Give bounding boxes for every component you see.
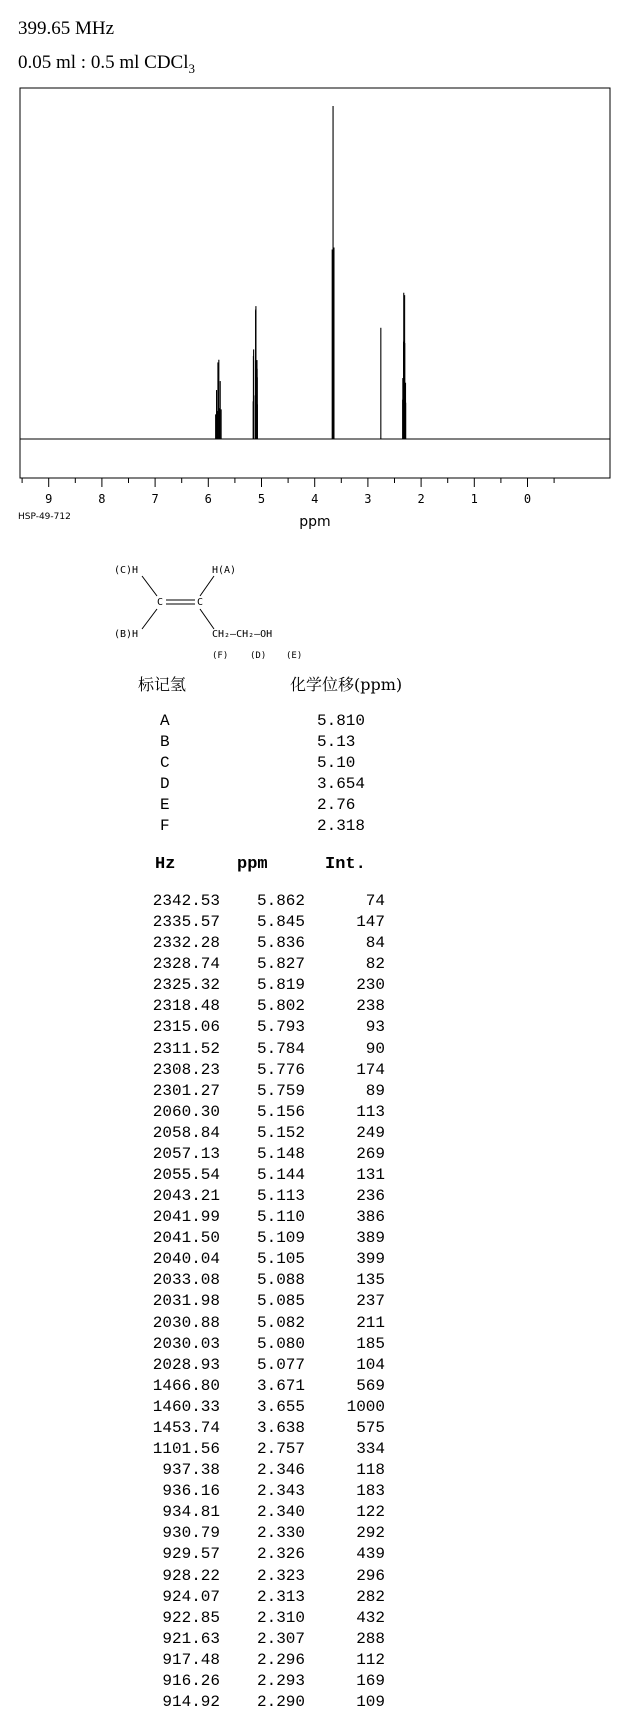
peak-ppm: 2.296	[256, 1650, 305, 1669]
peak-row	[120, 1356, 400, 1377]
peak-ppm: 5.080	[256, 1334, 305, 1353]
peak-ppm: 5.109	[256, 1229, 305, 1248]
peak-hz: 2332.28	[152, 934, 220, 953]
peak-ppm: 5.156	[256, 1102, 305, 1121]
peak-row	[120, 955, 400, 976]
label-d: (D)	[250, 651, 267, 661]
x-tick-label: 7	[151, 492, 159, 506]
peak-hz: 2057.13	[152, 1144, 220, 1163]
peak-int: 112	[356, 1650, 385, 1669]
peak-ppm: 5.082	[256, 1313, 305, 1332]
peak-hz: 2040.04	[152, 1250, 220, 1269]
peak-hz: 2060.30	[152, 1102, 220, 1121]
peak-ppm: 3.638	[256, 1418, 305, 1437]
peak-int: 147	[356, 913, 385, 932]
peak-row	[120, 1314, 400, 1335]
peak-ppm: 5.144	[256, 1166, 305, 1185]
peak-int: 174	[356, 1060, 385, 1079]
peak-int: 386	[356, 1208, 385, 1227]
peak-hz: 921.63	[162, 1629, 220, 1648]
peak-hz: 2033.08	[152, 1271, 220, 1290]
peak-int: 292	[356, 1524, 385, 1543]
peak-row	[120, 1292, 400, 1313]
peak-int: 104	[356, 1355, 385, 1374]
peak-int: 89	[365, 1081, 385, 1100]
peak-ppm: 2.293	[256, 1671, 305, 1690]
peak-int: 296	[356, 1566, 385, 1585]
label-a-h: H(A)	[212, 565, 237, 576]
peak-row	[120, 1145, 400, 1166]
peak-int: 282	[356, 1587, 385, 1606]
x-tick-label: 9	[45, 492, 53, 506]
peak-ppm: 2.757	[256, 1440, 305, 1459]
peak-hz: 2043.21	[152, 1187, 220, 1206]
label-chain: CH₂—CH₂—OH	[212, 629, 273, 640]
bond-a-h-to-c2	[200, 576, 214, 596]
molecule-structure	[100, 555, 360, 665]
peak-hz: 2325.32	[152, 976, 220, 995]
peak-row	[120, 913, 400, 934]
peak-row	[120, 1609, 400, 1630]
peak-hz: 2335.57	[152, 913, 220, 932]
peak-ppm: 5.784	[256, 1039, 305, 1058]
peak-ppm: 2.313	[256, 1587, 305, 1606]
assignment-shift-header: 化学位移(ppm)	[290, 675, 403, 694]
x-tick-label: 3	[364, 492, 372, 506]
solvent-info	[18, 52, 195, 77]
assignment-label: F	[160, 817, 170, 835]
peak-hz: 914.92	[162, 1692, 220, 1711]
peak-row	[120, 1503, 400, 1524]
x-axis-label: ppm	[299, 514, 331, 530]
solvent-prefix: 0.05 ml : 0.5 ml CDCl	[18, 52, 189, 73]
peak-int: 575	[356, 1418, 385, 1437]
peak-hz: 2041.99	[152, 1208, 220, 1227]
bond-c1-to-b-h	[142, 609, 157, 629]
peak-row	[120, 1271, 400, 1292]
peak-ppm: 5.759	[256, 1081, 305, 1100]
peak-int: 334	[356, 1440, 385, 1459]
assignment-label: C	[160, 754, 170, 772]
peak-ppm: 2.326	[256, 1545, 305, 1564]
peak-row	[120, 997, 400, 1018]
assignment-label: E	[160, 796, 170, 814]
peak-int: 399	[356, 1250, 385, 1269]
peak-row	[120, 1082, 400, 1103]
bond-c-h-to-c1	[142, 576, 157, 596]
peak-ppm: 2.323	[256, 1566, 305, 1585]
label-f: (F)	[212, 651, 229, 661]
assignment-label: D	[160, 775, 170, 793]
x-tick-label: 6	[204, 492, 212, 506]
hz-column-header: Hz	[155, 855, 176, 874]
peak-ppm: 5.776	[256, 1060, 305, 1079]
peak-ppm: 5.836	[256, 934, 305, 953]
x-tick-label: 1	[470, 492, 478, 506]
peak-int: 183	[356, 1482, 385, 1501]
peak-hz: 937.38	[162, 1461, 220, 1480]
peak-row	[120, 1567, 400, 1588]
peak-hz: 924.07	[162, 1587, 220, 1606]
peak-row	[120, 1061, 400, 1082]
peak-ppm: 5.113	[256, 1187, 305, 1206]
peak-hz: 2328.74	[152, 955, 220, 974]
peak-int: 131	[356, 1166, 385, 1185]
peak-ppm: 5.793	[256, 1018, 305, 1037]
peak-int: 432	[356, 1608, 385, 1627]
label-e: (E)	[286, 651, 303, 661]
peak-series	[216, 106, 406, 439]
peak-hz: 2058.84	[152, 1123, 220, 1142]
peak-ppm: 2.310	[256, 1608, 305, 1627]
peak-hz: 1453.74	[152, 1418, 220, 1437]
peak-row	[120, 1018, 400, 1039]
x-axis-ticks	[22, 478, 554, 487]
peak-row	[120, 934, 400, 955]
peak-hz: 2041.50	[152, 1229, 220, 1248]
peak-int: 439	[356, 1545, 385, 1564]
peak-row	[120, 1482, 400, 1503]
bond-c2-to-chain	[200, 609, 214, 629]
peak-ppm: 5.862	[256, 892, 305, 910]
peak-row	[120, 1335, 400, 1356]
peak-row	[120, 1545, 400, 1566]
ppm-column-header: ppm	[237, 855, 268, 874]
peak-int: 288	[356, 1629, 385, 1648]
label-c1: C	[157, 597, 164, 608]
peak-hz: 2301.27	[152, 1081, 220, 1100]
peak-row	[120, 1229, 400, 1250]
peak-hz: 936.16	[162, 1482, 220, 1501]
peak-int: 82	[365, 955, 385, 974]
peak-ppm: 3.655	[256, 1397, 305, 1416]
peak-ppm: 2.346	[256, 1461, 305, 1480]
peak-row	[120, 1250, 400, 1271]
peak-ppm: 5.802	[256, 997, 305, 1016]
peak-row	[120, 1672, 400, 1693]
peak-hz: 1466.80	[152, 1376, 220, 1395]
peak-hz: 928.22	[162, 1566, 220, 1585]
peak-ppm: 2.290	[256, 1692, 305, 1711]
peak-ppm: 5.105	[256, 1250, 305, 1269]
peak-row	[120, 1461, 400, 1482]
peak-hz: 2055.54	[152, 1166, 220, 1185]
peak-row	[120, 1377, 400, 1398]
peak-int: 569	[356, 1376, 385, 1395]
peak-ppm: 5.077	[256, 1355, 305, 1374]
peak-ppm: 2.330	[256, 1524, 305, 1543]
peak-hz: 916.26	[162, 1671, 220, 1690]
peak-hz: 1460.33	[152, 1397, 220, 1416]
peak-row	[120, 892, 400, 913]
peak-hz: 2315.06	[152, 1018, 220, 1037]
assignment-label: B	[160, 733, 170, 751]
peak-int: 169	[356, 1671, 385, 1690]
peak-row	[120, 1630, 400, 1651]
peak-row	[120, 1440, 400, 1461]
peak-int: 122	[356, 1503, 385, 1522]
peak-int: 109	[356, 1692, 385, 1711]
x-tick-label: 8	[98, 492, 106, 506]
assignment-shift: 5.13	[317, 733, 356, 751]
peak-int: 74	[365, 892, 385, 910]
peak-int: 249	[356, 1123, 385, 1142]
assignment-label-header: 标记氢	[138, 675, 187, 694]
peak-hz: 2308.23	[152, 1060, 220, 1079]
peak-int: 93	[365, 1018, 385, 1037]
spectrum-code: HSP-49-712	[18, 512, 71, 522]
peak-row	[120, 1419, 400, 1440]
peak-int: 238	[356, 997, 385, 1016]
peak-ppm: 2.340	[256, 1503, 305, 1522]
peak-row	[120, 1524, 400, 1545]
peak-ppm: 3.671	[256, 1376, 305, 1395]
peak-table	[120, 892, 400, 1714]
peak-int: 113	[356, 1102, 385, 1121]
peak-ppm: 2.343	[256, 1482, 305, 1501]
peak-ppm: 5.148	[256, 1144, 305, 1163]
peak-int: 236	[356, 1187, 385, 1206]
peak-row	[120, 1651, 400, 1672]
peak-int: 211	[356, 1313, 385, 1332]
peak-hz: 922.85	[162, 1608, 220, 1627]
peak-int: 118	[356, 1461, 385, 1480]
label-b-h: (B)H	[114, 629, 139, 640]
peak-int: 237	[356, 1292, 385, 1311]
peak-hz: 934.81	[162, 1503, 220, 1522]
peak-int: 230	[356, 976, 385, 995]
peak-ppm: 5.845	[256, 913, 305, 932]
peak-hz: 2030.03	[152, 1334, 220, 1353]
assignment-shift: 5.810	[317, 712, 366, 730]
label-c2: C	[197, 597, 204, 608]
label-c-h: (C)H	[114, 565, 139, 576]
solvent-subscript: 3	[188, 60, 195, 76]
peak-int: 135	[356, 1271, 385, 1290]
assignment-label: A	[160, 712, 170, 730]
peak-hz: 929.57	[162, 1545, 220, 1564]
peak-ppm: 5.152	[256, 1123, 305, 1142]
peak-int: 1000	[346, 1397, 385, 1416]
peak-row	[120, 1103, 400, 1124]
peak-hz: 917.48	[162, 1650, 220, 1669]
peak-ppm: 5.819	[256, 976, 305, 995]
x-tick-label: 0	[523, 492, 532, 506]
plot-frame	[20, 88, 610, 478]
peak-hz: 2311.52	[152, 1039, 220, 1058]
assignment-shift: 5.10	[317, 754, 356, 772]
peak-ppm: 2.307	[256, 1629, 305, 1648]
peak-row	[120, 1693, 400, 1714]
x-tick-label: 5	[257, 492, 266, 506]
peak-hz: 2028.93	[152, 1355, 220, 1374]
peak-row	[120, 1208, 400, 1229]
peak-row	[120, 1187, 400, 1208]
peak-int: 84	[365, 934, 385, 953]
x-tick-label: 4	[311, 492, 319, 506]
peak-row	[120, 976, 400, 997]
nmr-spectrum-chart	[0, 80, 626, 535]
peak-hz: 930.79	[162, 1524, 220, 1543]
spectrometer-frequency: 399.65 MHz	[18, 18, 115, 39]
peak-row	[120, 1040, 400, 1061]
assignment-shift: 2.318	[317, 817, 366, 835]
int-column-header: Int.	[325, 855, 366, 874]
peak-row	[120, 1124, 400, 1145]
peak-int: 389	[356, 1229, 385, 1248]
peak-hz: 2030.88	[152, 1313, 220, 1332]
x-axis-tick-labels	[45, 492, 531, 506]
peak-row	[120, 1166, 400, 1187]
peak-ppm: 5.085	[256, 1292, 305, 1311]
peak-ppm: 5.088	[256, 1271, 305, 1290]
peak-hz: 2342.53	[152, 892, 220, 910]
peak-int: 269	[356, 1144, 385, 1163]
peak-ppm: 5.110	[256, 1208, 305, 1227]
x-tick-label: 2	[417, 492, 425, 506]
peak-hz: 2031.98	[152, 1292, 220, 1311]
peak-int: 90	[365, 1039, 385, 1058]
peak-hz: 2318.48	[152, 997, 220, 1016]
assignment-shift: 3.654	[317, 775, 366, 793]
peak-hz: 1101.56	[152, 1440, 220, 1459]
peak-row	[120, 1398, 400, 1419]
peak-ppm: 5.827	[256, 955, 305, 974]
peak-int: 185	[356, 1334, 385, 1353]
peak-row	[120, 1588, 400, 1609]
assignment-shift: 2.76	[317, 796, 356, 814]
